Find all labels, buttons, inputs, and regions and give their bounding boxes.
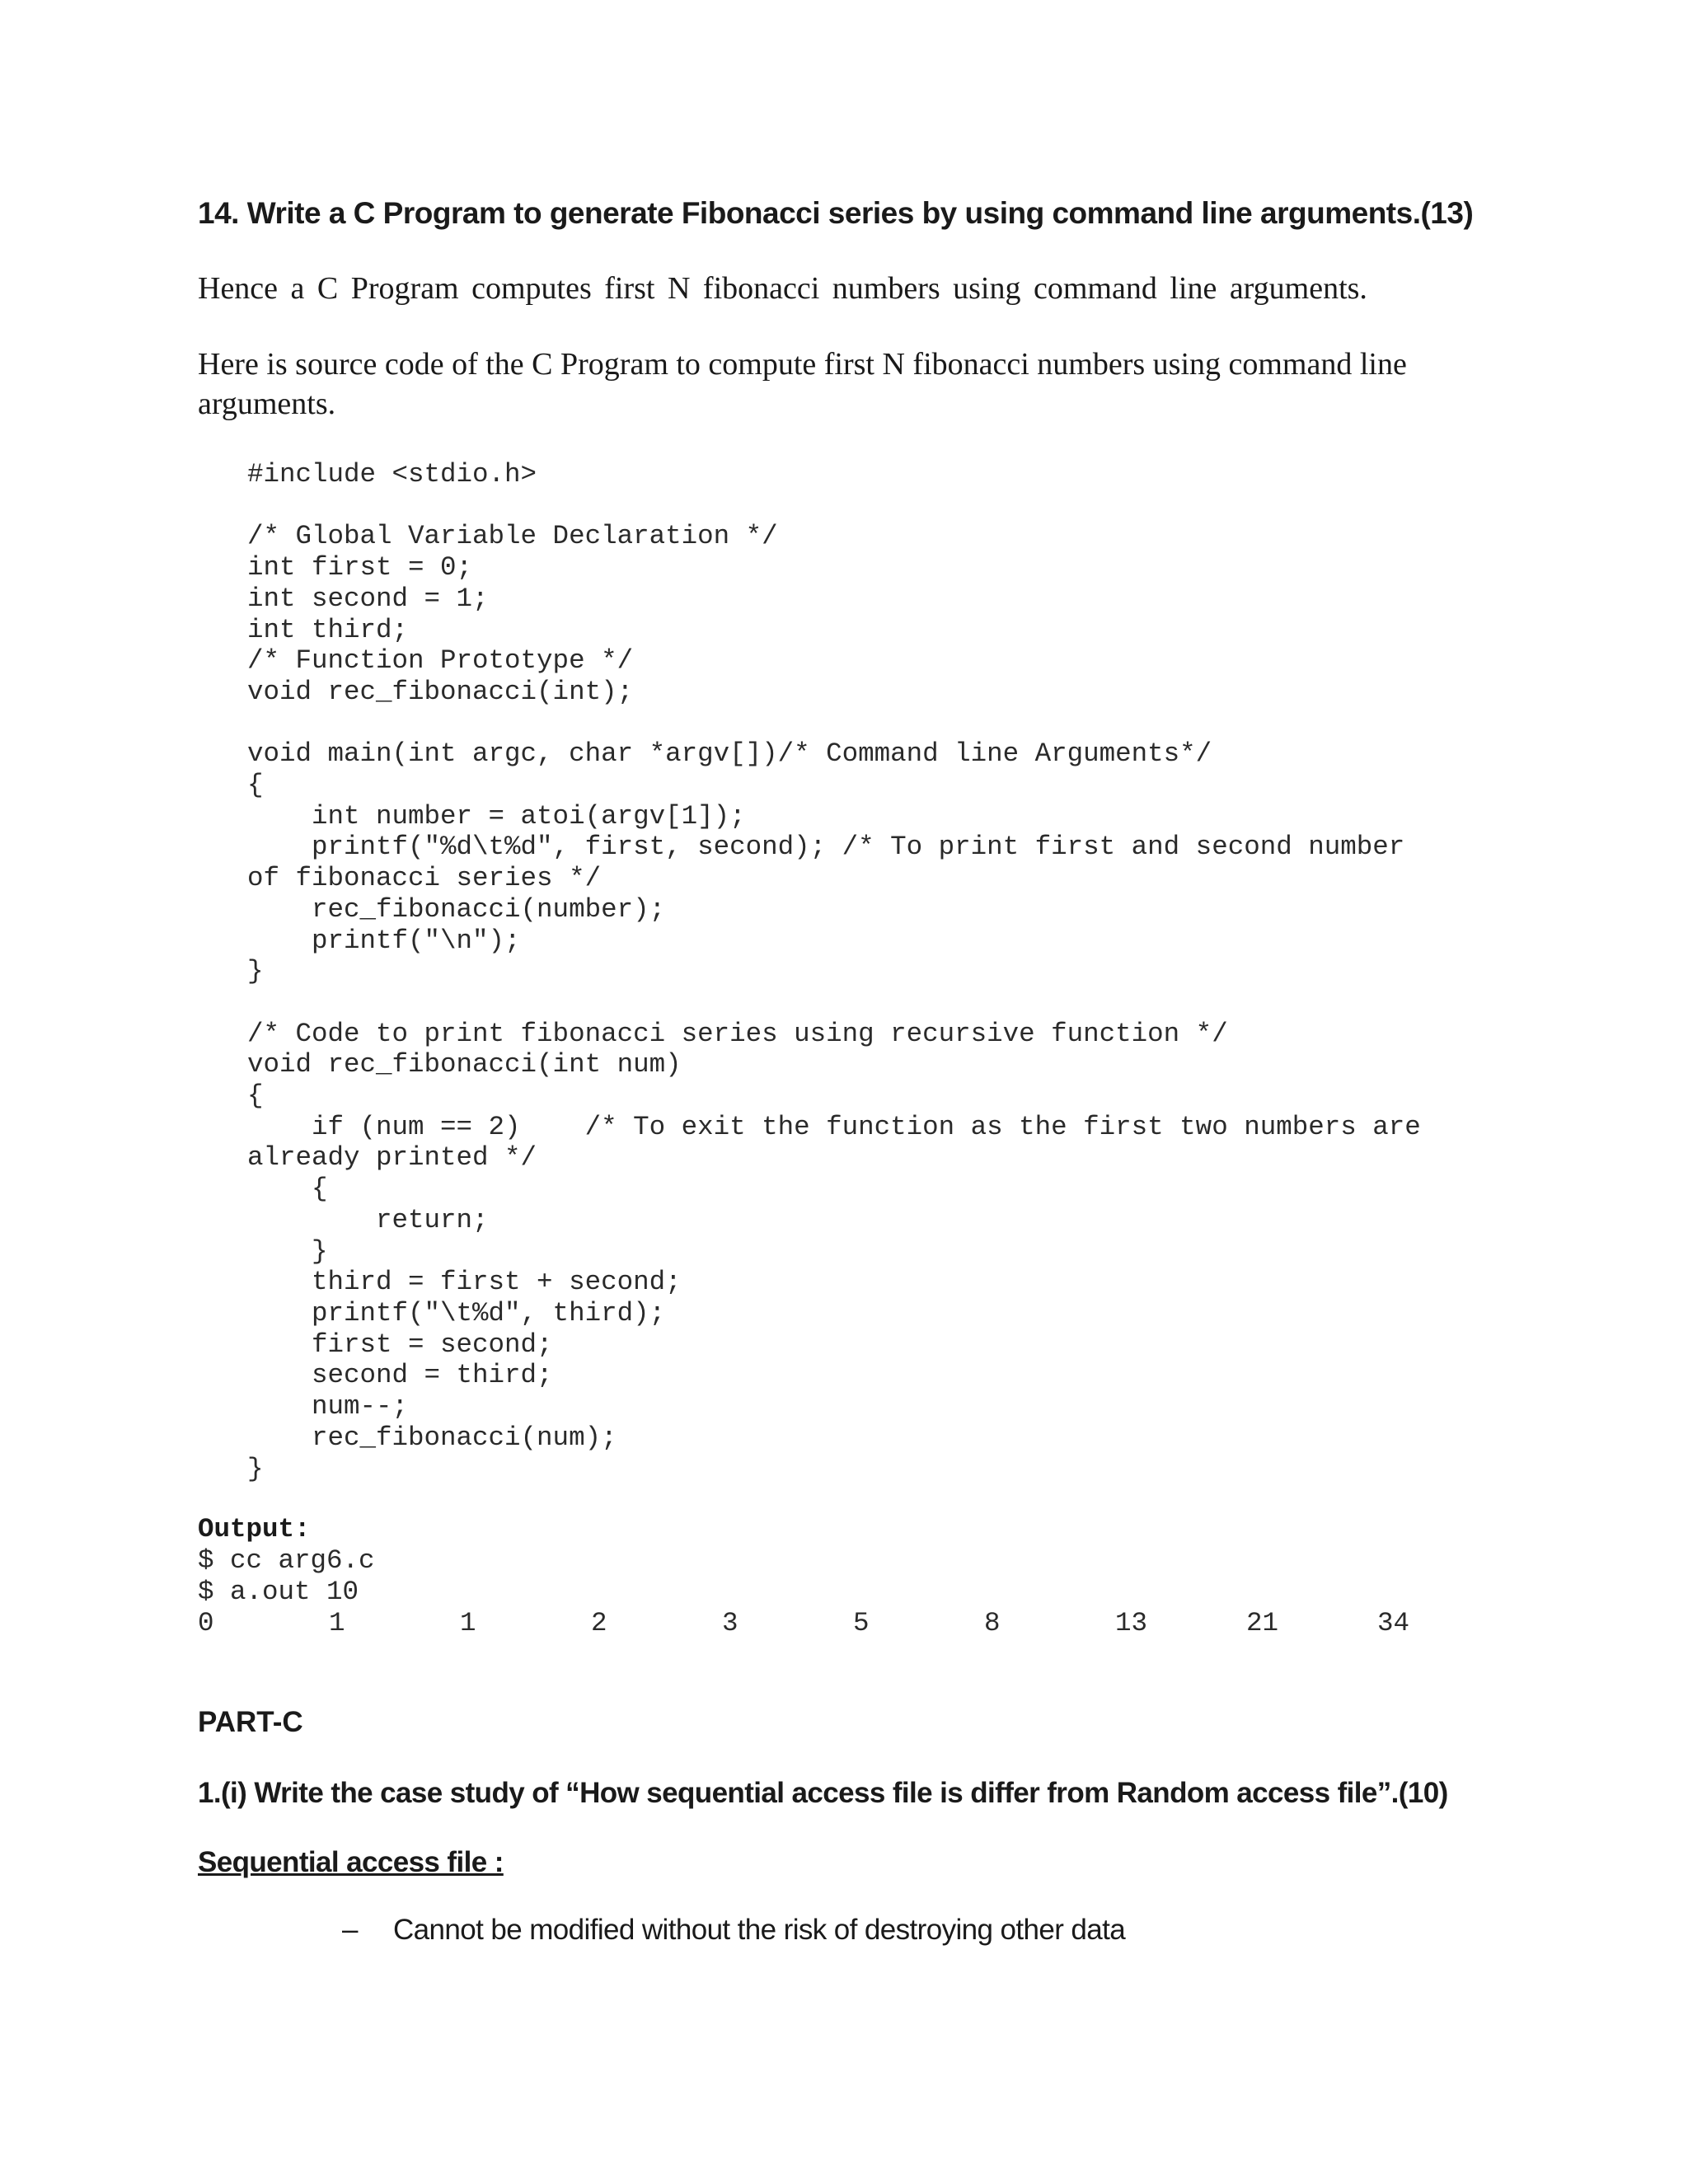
code-line: second = third; [247, 1360, 553, 1391]
code-line: void main(int argc, char *argv[])/* Command line Arguments*/ [247, 738, 1212, 770]
code-line: printf("\n"); [247, 925, 521, 956]
code-listing [247, 459, 1421, 1484]
bullet-text: Cannot be modified without the risk of destroying other data [393, 1914, 1126, 1946]
code-line: int third; [247, 614, 409, 645]
code-line: /* Function Prototype */ [247, 645, 634, 677]
output-value: 1 [329, 1608, 345, 1638]
code-line: num--; [247, 1391, 409, 1422]
code-line: int first = 0; [247, 552, 473, 583]
output-value: 21 [1246, 1608, 1279, 1638]
code-line: /* Code to print fibonacci series using recursive function */ [247, 1018, 1228, 1049]
code-line: printf("%d\t%d", first, second); /* To print first and second number [247, 832, 1405, 863]
output-value: 1 [460, 1608, 476, 1638]
output-command-compile: $ cc arg6.c [198, 1545, 375, 1576]
code-line: } [247, 956, 264, 987]
output-value: 0 [198, 1608, 214, 1638]
code-line: rec_fibonacci(number); [247, 893, 666, 925]
code-line: rec_fibonacci(num); [247, 1422, 617, 1453]
intro-paragraph-1: Hence a C Program computes first N fibonacci numbers using command line arguments. [198, 271, 1367, 306]
code-line: printf("\t%d", third); [247, 1297, 666, 1329]
output-value: 34 [1377, 1608, 1410, 1638]
code-line: } [247, 1235, 328, 1267]
code-line: /* Global Variable Declaration */ [247, 521, 778, 552]
code-line: void rec_fibonacci(int); [247, 676, 634, 707]
code-line: return; [247, 1204, 489, 1235]
code-line: of fibonacci series */ [247, 863, 602, 894]
code-line: if (num == 2) /* To exit the function as the first two numbers are [247, 1111, 1421, 1142]
output-command-run: $ a.out 10 [198, 1577, 359, 1607]
code-line: first = second; [247, 1329, 553, 1360]
code-line: already printed */ [247, 1142, 537, 1174]
sequential-access-subheading: Sequential access file : [198, 1846, 504, 1878]
code-line: int number = atoi(argv[1]); [247, 800, 746, 832]
code-line: { [247, 1080, 264, 1112]
code-line: third = first + second; [247, 1267, 682, 1298]
output-label: Output: [198, 1514, 311, 1544]
output-value: 5 [853, 1608, 870, 1638]
code-line: } [247, 1453, 264, 1484]
output-value: 8 [984, 1608, 1001, 1638]
output-value: 2 [591, 1608, 607, 1638]
intro-paragraph-2: Here is source code of the C Program to compute first N fibonacci numbers using command line arguments. [198, 347, 1407, 421]
code-line: { [247, 1174, 328, 1205]
output-values-row [198, 1608, 1484, 1639]
code-line: int second = 1; [247, 583, 489, 614]
output-value: 13 [1115, 1608, 1148, 1638]
dash-bullet-icon: – [342, 1914, 359, 1946]
question-14-heading: 14. Write a C Program to generate Fibonacci series by using command line arguments.(13) [198, 196, 1474, 230]
output-value: 3 [722, 1608, 738, 1638]
code-line: void rec_fibonacci(int num) [247, 1049, 682, 1080]
part-c-question-1: 1.(i) Write the case study of “How sequential access file is differ from Random access file”.(10) [198, 1777, 1448, 1809]
code-line: { [247, 770, 264, 801]
code-line: #include <stdio.h> [247, 459, 537, 490]
part-c-title: PART-C [198, 1706, 303, 1738]
